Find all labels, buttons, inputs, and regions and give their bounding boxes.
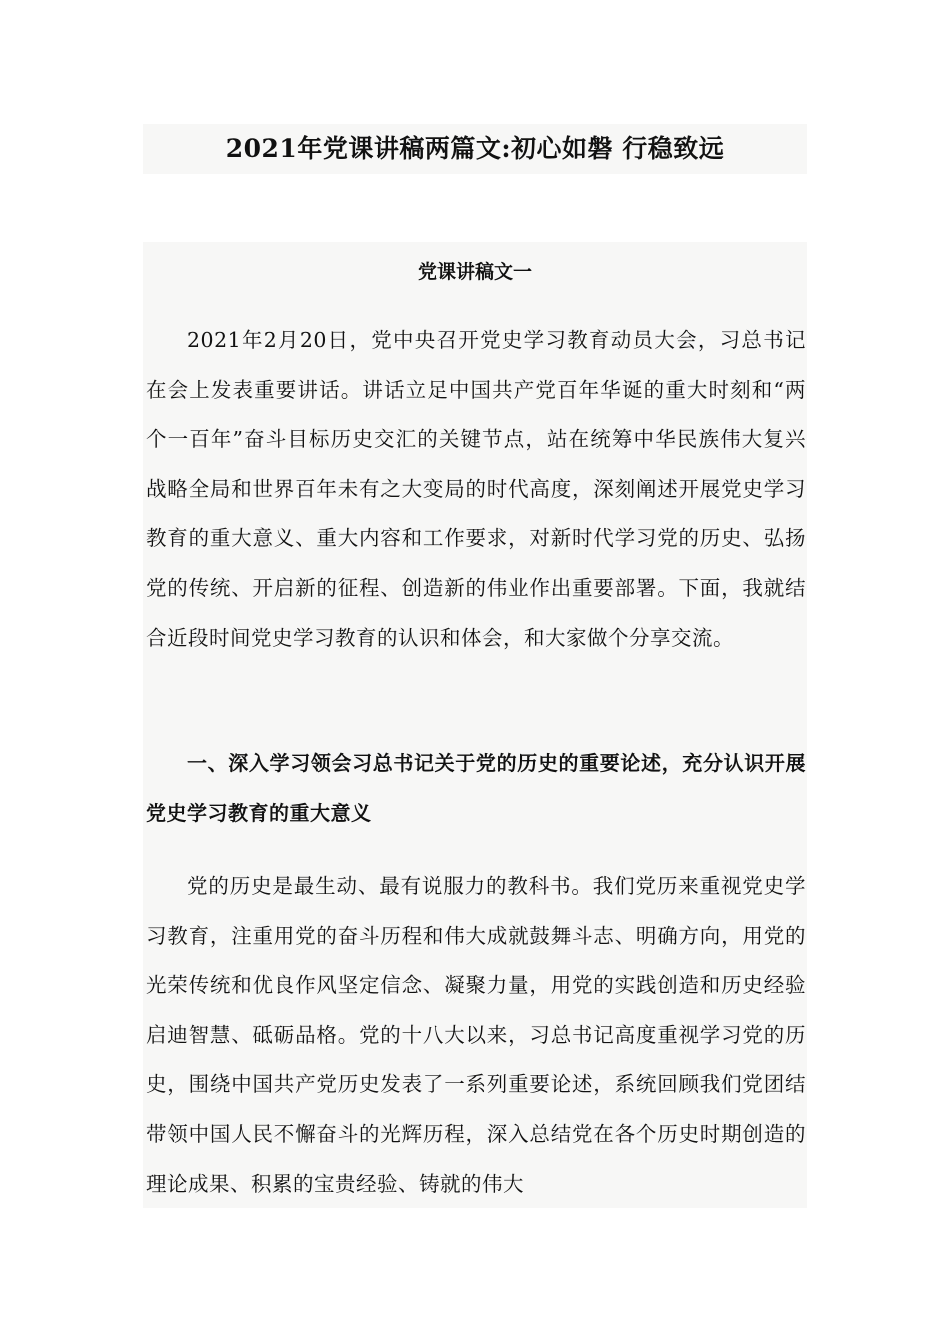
- section-heading: 一、深入学习领会习总书记关于党的历史的重要论述，充分认识开展党史学习教育的重大意义: [146, 751, 806, 825]
- section-title: 党课讲稿文一: [417, 261, 532, 283]
- document-title: 2021年党课讲稿两篇文:初心如磐 行稳致远: [225, 134, 725, 163]
- paragraph-intro: 2021年2月20日，党中央召开党史学习教育动员大会，习总书记在会上发表重要讲话。讲话立足中国共产党百年华诞的重大时刻和“两个一百年”奋斗目标历史交汇的关键节点，站在统筹中华民族伟大复兴战略全局和世界百年未有之大变局的时代高度，深刻阐述开展党史学习教育的重大意义、重大内容和工作要求，对新时代学习党的历史、弘扬党的传统、开启新的征程、创造新的伟业作出重要部署。下面，我就结合近段时间党史学习教育的认识和体会，和大家做个分享交流。: [146, 328, 806, 650]
- paragraph-body: 党的历史是最生动、最有说服力的教科书。我们党历来重视党史学习教育，注重用党的奋斗历程和伟大成就鼓舞斗志、明确方向，用党的光荣传统和优良作风坚定信念、凝聚力量，用党的实践创造和历史经验启迪智慧、砥砺品格。党的十八大以来，习总书记高度重视学习党的历史，围绕中国共产党历史发表了一系列重要论述，系统回顾我们党团结带领中国人民不懈奋斗的光辉历程，深入总结党在各个历史时期创造的理论成果、积累的宝贵经验、铸就的伟大: [146, 874, 806, 1196]
